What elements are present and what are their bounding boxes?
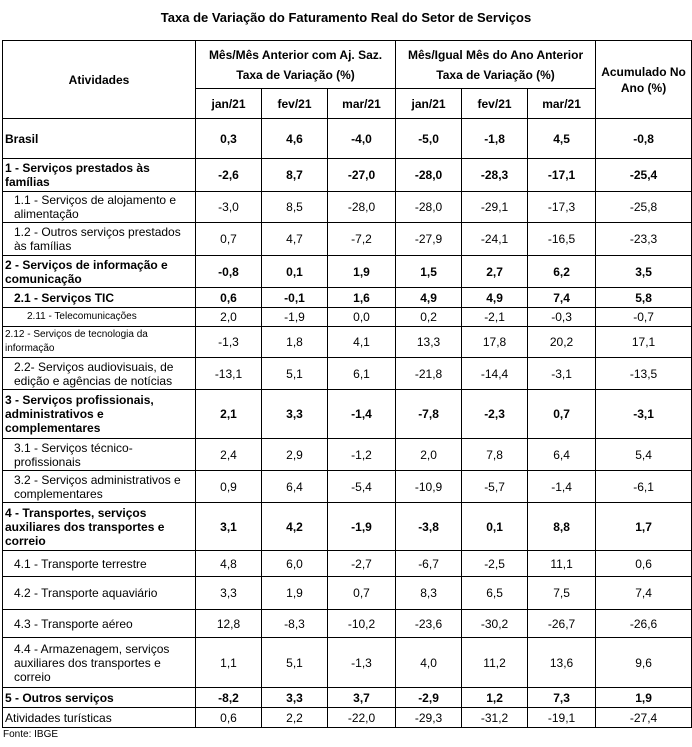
value-cell: 6,2 <box>528 256 596 288</box>
value-cell: 3,5 <box>596 256 692 288</box>
value-cell: 5,1 <box>262 638 328 688</box>
value-cell: 8,5 <box>262 192 328 223</box>
value-cell: -27,9 <box>396 223 462 256</box>
header-group1-line2: Taxa de Variação (%) <box>236 67 355 82</box>
value-cell: -2,3 <box>462 390 528 439</box>
header-group2-line2: Taxa de Variação (%) <box>436 67 555 82</box>
header-group1-line1: Mês/Mês Anterior com Aj. Saz. <box>208 47 383 62</box>
value-cell: -22,0 <box>328 708 396 728</box>
value-cell: 7,8 <box>462 439 528 471</box>
row-label: Brasil <box>3 119 196 159</box>
value-cell: -28,3 <box>462 159 528 192</box>
value-cell: -6,1 <box>596 471 692 503</box>
value-cell: -16,5 <box>528 223 596 256</box>
header-month: mar/21 <box>328 89 396 119</box>
value-cell: -23,6 <box>396 610 462 638</box>
table-row <box>3 638 692 688</box>
value-cell: 8,3 <box>396 577 462 610</box>
value-cell: 8,7 <box>262 159 328 192</box>
table-row <box>3 256 692 288</box>
value-cell: -3,1 <box>596 390 692 439</box>
value-cell: -28,0 <box>396 159 462 192</box>
value-cell: 1,1 <box>196 638 262 688</box>
table-row <box>3 439 692 471</box>
value-cell: 1,9 <box>328 256 396 288</box>
value-cell: -10,2 <box>328 610 396 638</box>
header-accumulated: Acumulado No Ano (%) <box>596 41 692 119</box>
value-cell: -28,0 <box>328 192 396 223</box>
value-cell: -3,0 <box>196 192 262 223</box>
value-cell: 0,7 <box>328 577 396 610</box>
value-cell: 17,1 <box>596 327 692 358</box>
value-cell: -25,8 <box>596 192 692 223</box>
value-cell: 3,3 <box>262 390 328 439</box>
value-cell: -1,2 <box>328 439 396 471</box>
value-cell: 4,1 <box>328 327 396 358</box>
value-cell: -0,3 <box>528 308 596 327</box>
table-row <box>3 610 692 638</box>
row-label: 4.3 - Transporte aéreo <box>3 610 196 638</box>
value-cell: 4,0 <box>396 638 462 688</box>
header-month: jan/21 <box>396 89 462 119</box>
value-cell: 1,7 <box>596 503 692 551</box>
value-cell: 0,1 <box>462 503 528 551</box>
value-cell: 1,9 <box>596 688 692 708</box>
value-cell: 8,8 <box>528 503 596 551</box>
value-cell: 2,0 <box>396 439 462 471</box>
value-cell: 5,1 <box>262 358 328 390</box>
value-cell: -28,0 <box>396 192 462 223</box>
row-label: 1.2 - Outros serviços prestados às famílias <box>3 223 196 256</box>
table-row <box>3 327 692 358</box>
value-cell: 5,4 <box>596 439 692 471</box>
header-month: fev/21 <box>262 89 328 119</box>
table-row <box>3 708 692 728</box>
value-cell: -7,8 <box>396 390 462 439</box>
value-cell: -10,9 <box>396 471 462 503</box>
value-cell: -21,8 <box>396 358 462 390</box>
value-cell: 0,7 <box>196 223 262 256</box>
value-cell: 5,8 <box>596 288 692 308</box>
row-label: 4.1 - Transporte terrestre <box>3 551 196 577</box>
row-label: 4.2 - Transporte aquaviário <box>3 577 196 610</box>
value-cell: -1,9 <box>328 503 396 551</box>
value-cell: 2,9 <box>262 439 328 471</box>
value-cell: -17,3 <box>528 192 596 223</box>
value-cell: -29,1 <box>462 192 528 223</box>
table-row <box>3 223 692 256</box>
value-cell: -0,8 <box>596 119 692 159</box>
row-label: 2.2- Serviços audiovisuais, de edição e agências de notícias <box>3 358 196 390</box>
row-label: 1 - Serviços prestados às famílias <box>3 159 196 192</box>
value-cell: -2,5 <box>462 551 528 577</box>
value-cell: 3,3 <box>196 577 262 610</box>
value-cell: -23,3 <box>596 223 692 256</box>
value-cell: 7,4 <box>596 577 692 610</box>
value-cell: 1,9 <box>262 577 328 610</box>
value-cell: 6,4 <box>262 471 328 503</box>
value-cell: -25,4 <box>596 159 692 192</box>
value-cell: 3,7 <box>328 688 396 708</box>
value-cell: 1,6 <box>328 288 396 308</box>
table-row <box>3 471 692 503</box>
row-label: 3.2 - Serviços administrativos e complementares <box>3 471 196 503</box>
value-cell: -13,5 <box>596 358 692 390</box>
value-cell: -0,8 <box>196 256 262 288</box>
table-row <box>3 119 692 159</box>
value-cell: 0,0 <box>328 308 396 327</box>
header-group2-line1: Mês/Igual Mês do Ano Anterior <box>407 47 584 62</box>
table-row <box>3 358 692 390</box>
table-row <box>3 503 692 551</box>
header-month: mar/21 <box>528 89 596 119</box>
value-cell: 4,9 <box>396 288 462 308</box>
value-cell: 12,8 <box>196 610 262 638</box>
row-label: 2.12 - Serviços de tecnologia da informação <box>3 327 196 358</box>
table-row <box>3 288 692 308</box>
value-cell: 6,1 <box>328 358 396 390</box>
value-cell: 7,5 <box>528 577 596 610</box>
row-label: 4.4 - Armazenagem, serviços auxiliares dos transportes e correio <box>3 638 196 688</box>
value-cell: 6,4 <box>528 439 596 471</box>
value-cell: -1,9 <box>262 308 328 327</box>
value-cell: 4,5 <box>528 119 596 159</box>
value-cell: -30,2 <box>462 610 528 638</box>
value-cell: -1,8 <box>462 119 528 159</box>
value-cell: 7,4 <box>528 288 596 308</box>
value-cell: -6,7 <box>396 551 462 577</box>
row-label: 3.1 - Serviços técnico-profissionais <box>3 439 196 471</box>
row-label: 3 - Serviços profissionais, administrativos e complementares <box>3 390 196 439</box>
value-cell: 4,8 <box>196 551 262 577</box>
value-cell: 11,1 <box>528 551 596 577</box>
header-group-month-over-month <box>196 41 396 89</box>
value-cell: -5,0 <box>396 119 462 159</box>
row-label: 2.1 - Serviços TIC <box>3 288 196 308</box>
value-cell: -17,1 <box>528 159 596 192</box>
value-cell: 1,5 <box>396 256 462 288</box>
row-label: 5 - Outros serviços <box>3 688 196 708</box>
value-cell: -1,3 <box>196 327 262 358</box>
value-cell: -13,1 <box>196 358 262 390</box>
value-cell: -19,1 <box>528 708 596 728</box>
value-cell: -1,3 <box>328 638 396 688</box>
value-cell: 1,8 <box>262 327 328 358</box>
value-cell: 11,2 <box>462 638 528 688</box>
value-cell: 20,2 <box>528 327 596 358</box>
row-label: 2 - Serviços de informação e comunicação <box>3 256 196 288</box>
value-cell: -5,4 <box>328 471 396 503</box>
row-label: 2.11 - Telecomunicações <box>3 308 196 327</box>
value-cell: -29,3 <box>396 708 462 728</box>
value-cell: 0,6 <box>196 708 262 728</box>
value-cell: 13,6 <box>528 638 596 688</box>
value-cell: 6,5 <box>462 577 528 610</box>
value-cell: 2,2 <box>262 708 328 728</box>
value-cell: 4,6 <box>262 119 328 159</box>
value-cell: -8,3 <box>262 610 328 638</box>
value-cell: 0,1 <box>262 256 328 288</box>
table-row <box>3 390 692 439</box>
value-cell: 2,0 <box>196 308 262 327</box>
row-label: 1.1 - Serviços de alojamento e alimentação <box>3 192 196 223</box>
value-cell: 9,6 <box>596 638 692 688</box>
table-row <box>3 308 692 327</box>
row-label: 4 - Transportes, serviços auxiliares dos transportes e correio <box>3 503 196 551</box>
value-cell: 2,7 <box>462 256 528 288</box>
value-cell: 6,0 <box>262 551 328 577</box>
value-cell: 7,3 <box>528 688 596 708</box>
value-cell: -2,1 <box>462 308 528 327</box>
value-cell: 17,8 <box>462 327 528 358</box>
value-cell: 2,4 <box>196 439 262 471</box>
value-cell: 3,1 <box>196 503 262 551</box>
value-cell: 0,7 <box>528 390 596 439</box>
value-cell: -2,7 <box>328 551 396 577</box>
value-cell: -1,4 <box>528 471 596 503</box>
value-cell: -31,2 <box>462 708 528 728</box>
value-cell: 4,2 <box>262 503 328 551</box>
value-cell: 1,2 <box>462 688 528 708</box>
value-cell: 0,9 <box>196 471 262 503</box>
value-cell: 13,3 <box>396 327 462 358</box>
value-cell: -4,0 <box>328 119 396 159</box>
table-row <box>3 688 692 708</box>
value-cell: 4,9 <box>462 288 528 308</box>
value-cell: -14,4 <box>462 358 528 390</box>
table-body <box>3 41 692 728</box>
value-cell: -8,2 <box>196 688 262 708</box>
value-cell: -5,7 <box>462 471 528 503</box>
value-cell: 4,7 <box>262 223 328 256</box>
value-cell: -2,6 <box>196 159 262 192</box>
value-cell: -1,4 <box>328 390 396 439</box>
row-label: Atividades turísticas <box>3 708 196 728</box>
value-cell: -0,1 <box>262 288 328 308</box>
services-table <box>2 40 692 728</box>
header-month: jan/21 <box>196 89 262 119</box>
value-cell: 0,3 <box>196 119 262 159</box>
value-cell: 2,1 <box>196 390 262 439</box>
value-cell: 0,6 <box>596 551 692 577</box>
value-cell: -27,0 <box>328 159 396 192</box>
source-note: Fonte: IBGE <box>3 729 59 740</box>
value-cell: -7,2 <box>328 223 396 256</box>
value-cell: -26,6 <box>596 610 692 638</box>
table-row <box>3 192 692 223</box>
value-cell: -0,7 <box>596 308 692 327</box>
header-group-year-over-year <box>396 41 596 89</box>
header-row-1 <box>3 41 692 89</box>
value-cell: 3,3 <box>262 688 328 708</box>
header-month: fev/21 <box>462 89 528 119</box>
table-row <box>3 577 692 610</box>
table-row <box>3 551 692 577</box>
value-cell: 0,2 <box>396 308 462 327</box>
table-title: Taxa de Variação do Faturamento Real do Setor de Serviços <box>160 10 532 25</box>
table-row <box>3 159 692 192</box>
value-cell: -3,8 <box>396 503 462 551</box>
value-cell: -27,4 <box>596 708 692 728</box>
header-activities: Atividades <box>3 41 196 119</box>
value-cell: -3,1 <box>528 358 596 390</box>
value-cell: -2,9 <box>396 688 462 708</box>
value-cell: 0,6 <box>196 288 262 308</box>
value-cell: -26,7 <box>528 610 596 638</box>
value-cell: -24,1 <box>462 223 528 256</box>
